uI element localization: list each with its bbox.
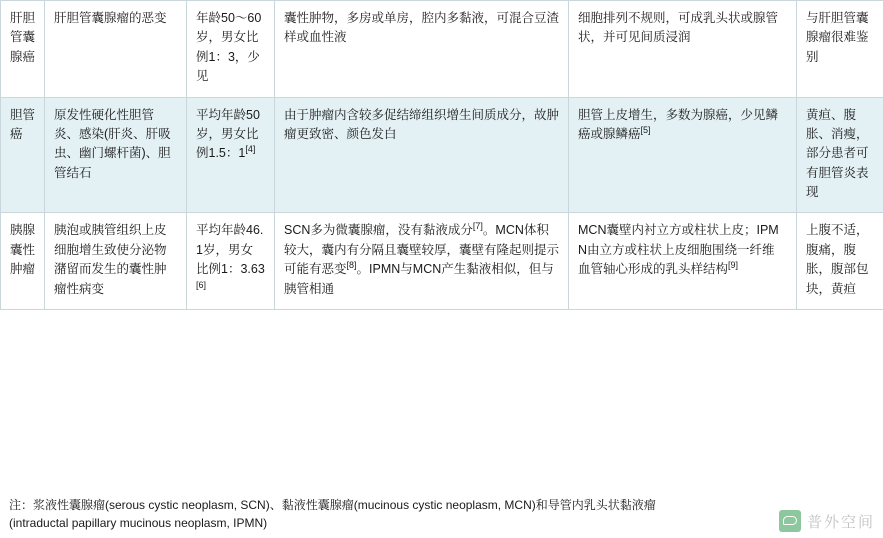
row-2-cell-1: 平均年龄46.1岁，男女比例1：3.63[6] [187,213,275,310]
row-1-cell-3: 胆管上皮增生，多数为腺癌，少见鳞癌或腺鳞癌[5] [569,97,797,213]
row-0-cell-2: 囊性肿物，多房或单房，腔内多黏液，可混合豆渣样或血性液 [275,1,569,98]
table-row [1,213,883,310]
row-1-cell-1: 平均年龄50岁，男女比例1.5：1[4] [187,97,275,213]
row-2-cell-0: 胰泡或胰管组织上皮细胞增生致使分泌物潴留而发生的囊性肿瘤性病变 [45,213,187,310]
row-0-cell-1: 年龄50～60岁，男女比例1：3，少见 [187,1,275,98]
row-1-cell-0: 原发性硬化性胆管炎、感染(肝炎、肝吸虫、幽门螺杆菌)、胆管结石 [45,97,187,213]
row-2-cell-2: SCN多为微囊腺瘤，没有黏液成分[7]。MCN体积较大，囊内有分隔且囊壁较厚，囊壁有隆起则提示可能有恶变[8]。IPMN与MCN产生黏液相似，但与胰管相通 [275,213,569,310]
row-label-2: 胰腺囊性肿瘤 [1,213,45,310]
watermark-label: 普外空间 [806,513,875,531]
wechat-logo-icon [779,510,801,532]
row-1-cell-2: 由于肿瘤内含较多促结缔组织增生间质成分，故肿瘤更致密、颜色发白 [275,97,569,213]
row-1-cell-4: 黄疸、腹胀、消瘦，部分患者可有胆管炎表现 [797,97,883,213]
row-0-cell-4: 与肝胆管囊腺瘤很难鉴别 [797,1,883,98]
row-0-cell-0: 肝胆管囊腺瘤的恶变 [45,1,187,98]
row-2-cell-3: MCN囊壁内衬立方或柱状上皮；IPMN由立方或柱状上皮细胞围绕一纤维血管轴心形成的乳头样结构[9] [569,213,797,310]
row-label-1: 胆管癌 [1,97,45,213]
table-footnote: 注：浆液性囊腺瘤(serous cystic neoplasm, SCN)、黏液性囊腺瘤(mucinous cystic neoplasm, MCN)和导管内乳头状黏液瘤(intraductal papillary mucinous neoplasm, IPMN) [9,498,656,530]
watermark [779,510,875,532]
row-label-0: 肝胆管囊腺癌 [1,1,45,98]
table-row [1,1,883,98]
row-0-cell-3: 细胞排列不规则，可成乳头状或腺管状，并可见间质浸润 [569,1,797,98]
table-row [1,97,883,213]
row-2-cell-4: 上腹不适，腹痛，腹胀，腹部包块，黄疸 [797,213,883,310]
